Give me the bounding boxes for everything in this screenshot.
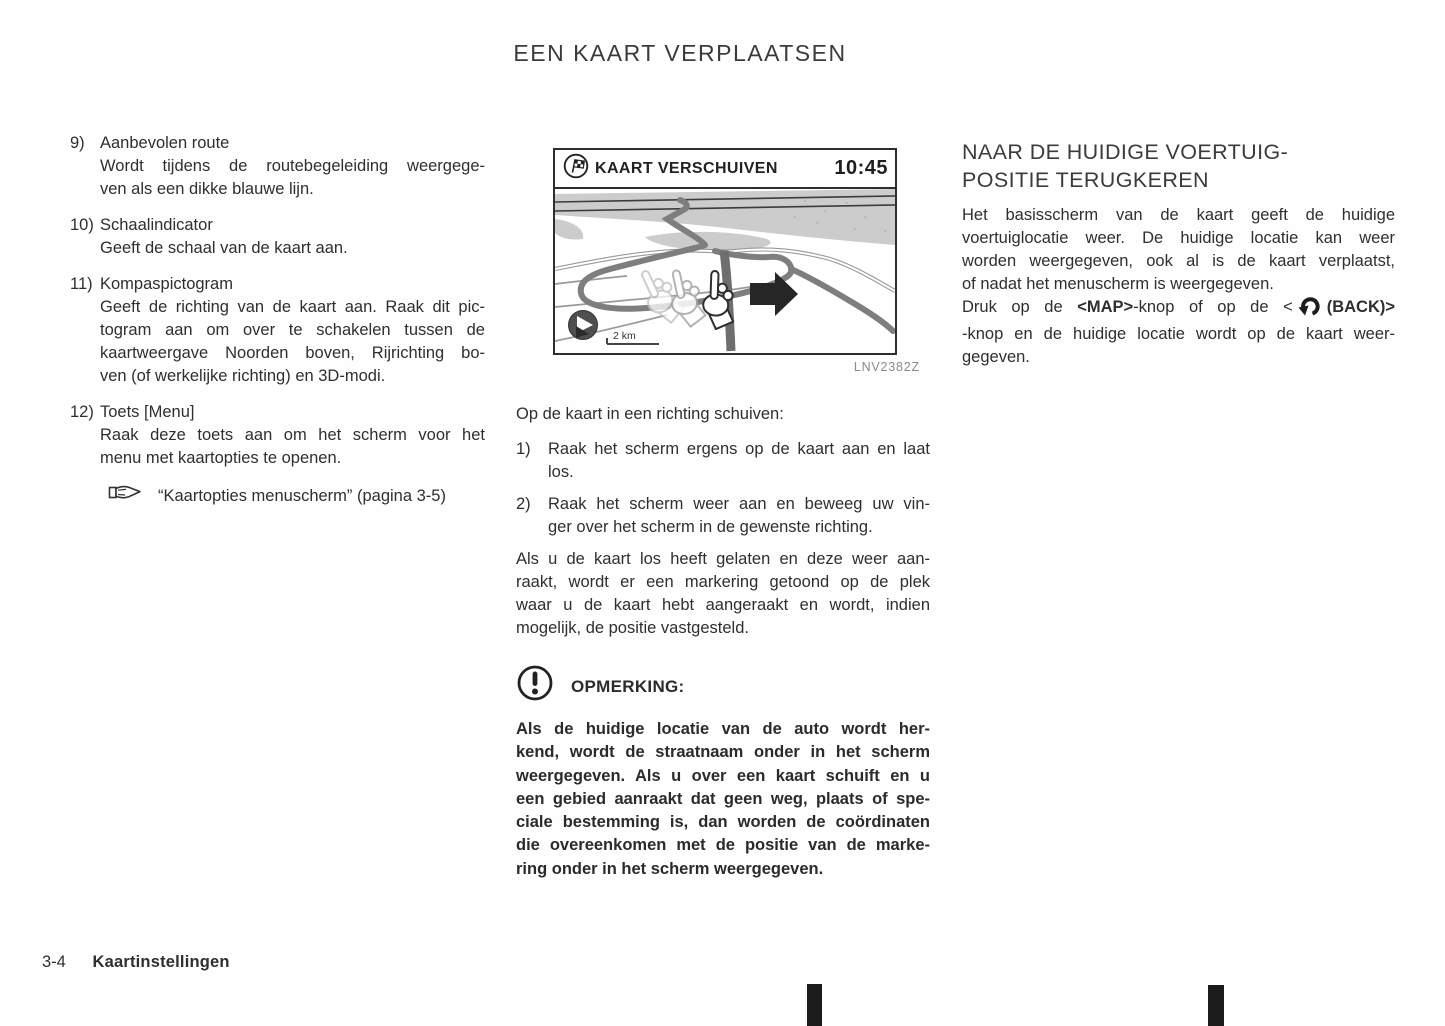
text-line: ring onder in het scherm weergegeven.: [516, 859, 824, 878]
text-line: weergegeven. Als u over een kaart schuift en u: [516, 766, 930, 785]
step-body: [548, 438, 930, 484]
middle-column: [516, 403, 930, 881]
text-line: Als u de kaart los heeft gelaten en deze weer aan-: [516, 550, 930, 568]
step-item: [516, 438, 930, 484]
list-item-head: [70, 401, 488, 424]
list-item-head: [70, 132, 488, 155]
pointing-hand-icon: [108, 483, 142, 509]
back-key-label: (BACK)>: [1326, 298, 1396, 316]
text-line: Raak het scherm ergens op de kaart aan en laat: [548, 440, 930, 458]
text-line: Raak het scherm weer aan en beweeg uw vin-: [548, 495, 930, 513]
step-item: [516, 493, 930, 539]
text-line: togram aan om over te schakelen tussen de: [100, 321, 485, 339]
nav-screen-header: [555, 150, 895, 189]
compass-icon: [569, 311, 598, 340]
exclamation-icon: [516, 664, 554, 709]
text-line: NAAR DE HUIDIGE VOERTUIG-: [962, 140, 1289, 164]
text-line: raakt, wordt er een markering getoond op de plek: [516, 573, 930, 591]
list-item: [70, 273, 488, 388]
section-heading: [962, 138, 1395, 194]
svg-text:2 km: 2 km: [613, 330, 636, 342]
note-body: [516, 718, 930, 881]
text-line: menu met kaartopties te openen.: [100, 449, 342, 467]
checkered-flag-icon: [562, 152, 590, 185]
list-item-number: 11): [70, 275, 93, 293]
map-illustration: [555, 189, 895, 353]
text-line: ger over het scherm in de gewenste richting.: [548, 518, 873, 536]
text-line: Als de huidige locatie van de auto wordt her-: [516, 720, 930, 738]
list-item-head: [70, 273, 488, 296]
text-line: los.: [548, 463, 574, 481]
text-line: Geeft de richting van de kaart aan. Raak dit pic-: [100, 298, 485, 316]
list-item-body: [100, 237, 485, 260]
list-item-title: Toets [Menu]: [100, 403, 195, 421]
text-line: Geeft de schaal van de kaart aan.: [100, 239, 348, 257]
list-item-body: [100, 155, 485, 201]
text-line: een gebied aanraakt dat geen weg, plaats of spe-: [516, 789, 930, 808]
paragraph: [516, 548, 930, 640]
text-line: waar u de kaart hebt aangeraakt en wordt, indien: [516, 596, 930, 614]
list-item-body: [100, 424, 485, 470]
text-line: Het basisscherm van de kaart geeft de huidige: [962, 206, 1395, 224]
press-instruction-line: [962, 296, 1395, 323]
text-line: voertuiglocatie weer. De huidige locatie kan weer: [962, 229, 1395, 247]
paragraph: [962, 204, 1395, 296]
text-line: gegeven.: [962, 348, 1030, 366]
page-footer: [42, 953, 230, 972]
text-line: die overeenkomen met de positie van de marke-: [516, 836, 930, 855]
step-body: [548, 493, 930, 539]
note-label: OPMERKING:: [571, 677, 685, 696]
text-line: Wordt tijdens de routebegeleiding weergege-: [100, 157, 485, 175]
text-line: ven (of werkelijke richting) en 3D-modi.: [100, 367, 386, 385]
nav-screen-title: KAART VERSCHUIVEN: [595, 159, 778, 177]
right-column: [962, 138, 1395, 369]
text-line: POSITIE TERUGKEREN: [962, 168, 1209, 192]
list-item-title: Schaalindicator: [100, 216, 213, 234]
lead-sentence: Op de kaart in een richting schuiven:: [516, 405, 784, 423]
list-item: [70, 401, 488, 470]
page-number: 3-4: [42, 953, 66, 971]
list-item-title: Aanbevolen route: [100, 134, 230, 152]
figure-caption: LNV2382Z: [853, 360, 920, 374]
back-arrow-icon: [1298, 302, 1322, 320]
text-run: -knop of op de <: [1133, 298, 1293, 316]
cross-reference: [108, 483, 488, 509]
paragraph: [962, 323, 1395, 369]
text-line: worden weergegeven, ook al is de kaart verplaatst,: [962, 252, 1395, 270]
page-title: EEN KAART VERPLAATSEN: [513, 40, 847, 66]
nav-screen-figure: [553, 148, 897, 355]
list-item-number: 9): [70, 134, 85, 152]
text-line: ven als een dikke blauwe lijn.: [100, 180, 314, 198]
list-item-number: 12): [70, 403, 94, 421]
list-item-body: [100, 296, 485, 388]
list-item-number: 10): [70, 216, 94, 234]
map-key-label: <MAP>: [1077, 298, 1134, 316]
chapter-name: Kaartinstellingen: [92, 953, 230, 971]
text-line: -knop en de huidige locatie wordt op de kaart weer-: [962, 325, 1395, 343]
clock-readout: 10:45: [834, 157, 888, 179]
text-line: Raak deze toets aan om het scherm voor het: [100, 426, 485, 444]
text-line: mogelijk, de positie vastgesteld.: [516, 619, 749, 637]
list-item-title: Kompaspictogram: [100, 275, 233, 293]
text-line: kend, wordt de straatnaam onder in het scherm: [516, 743, 930, 762]
text-line: kaartweergave Noorden boven, Rijrichting bo-: [100, 344, 485, 362]
list-item: [70, 132, 488, 201]
print-registration-mark: [807, 984, 822, 1026]
text-line: of nadat het menuscherm is weergegeven.: [962, 275, 1274, 293]
note-header: [516, 664, 930, 709]
print-registration-mark: [1208, 985, 1224, 1026]
left-column: [70, 132, 488, 509]
step-number: 2): [516, 495, 531, 513]
list-item-head: [70, 214, 488, 237]
step-number: 1): [516, 440, 531, 458]
text-run: Druk op de: [962, 298, 1078, 316]
list-item: [70, 214, 488, 260]
text-line: ciale bestemming is, dan worden de coördinaten: [516, 813, 930, 832]
cross-reference-text: “Kaartopties menuscherm” (pagina 3-5): [158, 486, 446, 505]
